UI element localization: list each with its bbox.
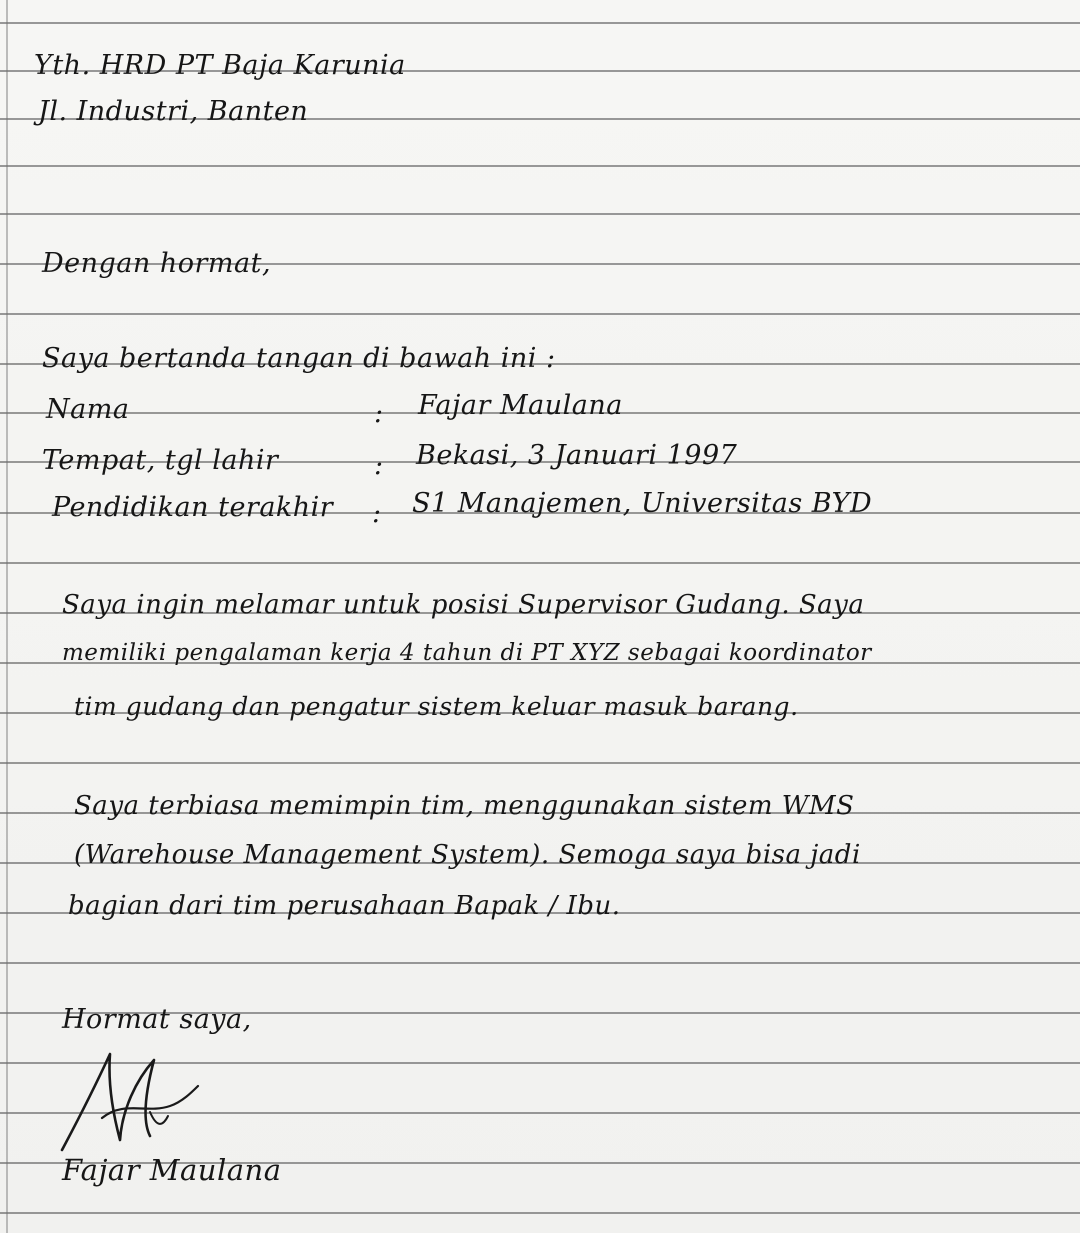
rule-line: [0, 313, 1080, 315]
rule-line: [0, 213, 1080, 215]
education-value: S1 Manajemen, Universitas BYD: [412, 488, 873, 519]
rule-line: [0, 762, 1080, 764]
paragraph1-line3: tim gudang dan pengatur sistem keluar masuk barang.: [74, 692, 799, 721]
rule-line: [0, 22, 1080, 24]
paragraph2-line1: Saya terbiasa memimpin tim, menggunakan sistem WMS: [74, 791, 855, 821]
signature-mark: [58, 1040, 218, 1160]
rule-line: [0, 165, 1080, 167]
name-label: Nama: [46, 394, 130, 425]
rule-line: [0, 962, 1080, 964]
recipient-line-1: Yth. HRD PT Baja Karunia: [34, 50, 406, 81]
paragraph1-line2: memiliki pengalaman kerja 4 tahun di PT XYZ sebagai koordinator: [62, 640, 872, 666]
paragraph2-line2: (Warehouse Management System). Semoga saya bisa jadi: [74, 840, 861, 870]
rule-line: [0, 1212, 1080, 1214]
birth-value: Bekasi, 3 Januari 1997: [416, 440, 738, 471]
greeting: Dengan hormat,: [42, 248, 272, 279]
margin-line: [6, 0, 8, 1233]
name-value: Fajar Maulana: [418, 390, 623, 421]
education-label: Pendidikan terakhir: [52, 492, 334, 523]
recipient-line-2: Jl. Industri, Banten: [38, 96, 309, 127]
intro-line: Saya bertanda tangan di bawah ini :: [42, 343, 556, 374]
closing: Hormat saya,: [62, 1004, 252, 1035]
education-separator: :: [372, 498, 382, 529]
birth-label: Tempat, tgl lahir: [42, 445, 279, 476]
name-separator: :: [374, 398, 384, 429]
signature-name: Fajar Maulana: [62, 1153, 282, 1187]
rule-line: [0, 562, 1080, 564]
paragraph2-line3: bagian dari tim perusahaan Bapak / Ibu.: [68, 891, 621, 921]
paragraph1-line1: Saya ingin melamar untuk posisi Supervisor Gudang. Saya: [62, 590, 865, 620]
birth-separator: :: [374, 450, 384, 481]
